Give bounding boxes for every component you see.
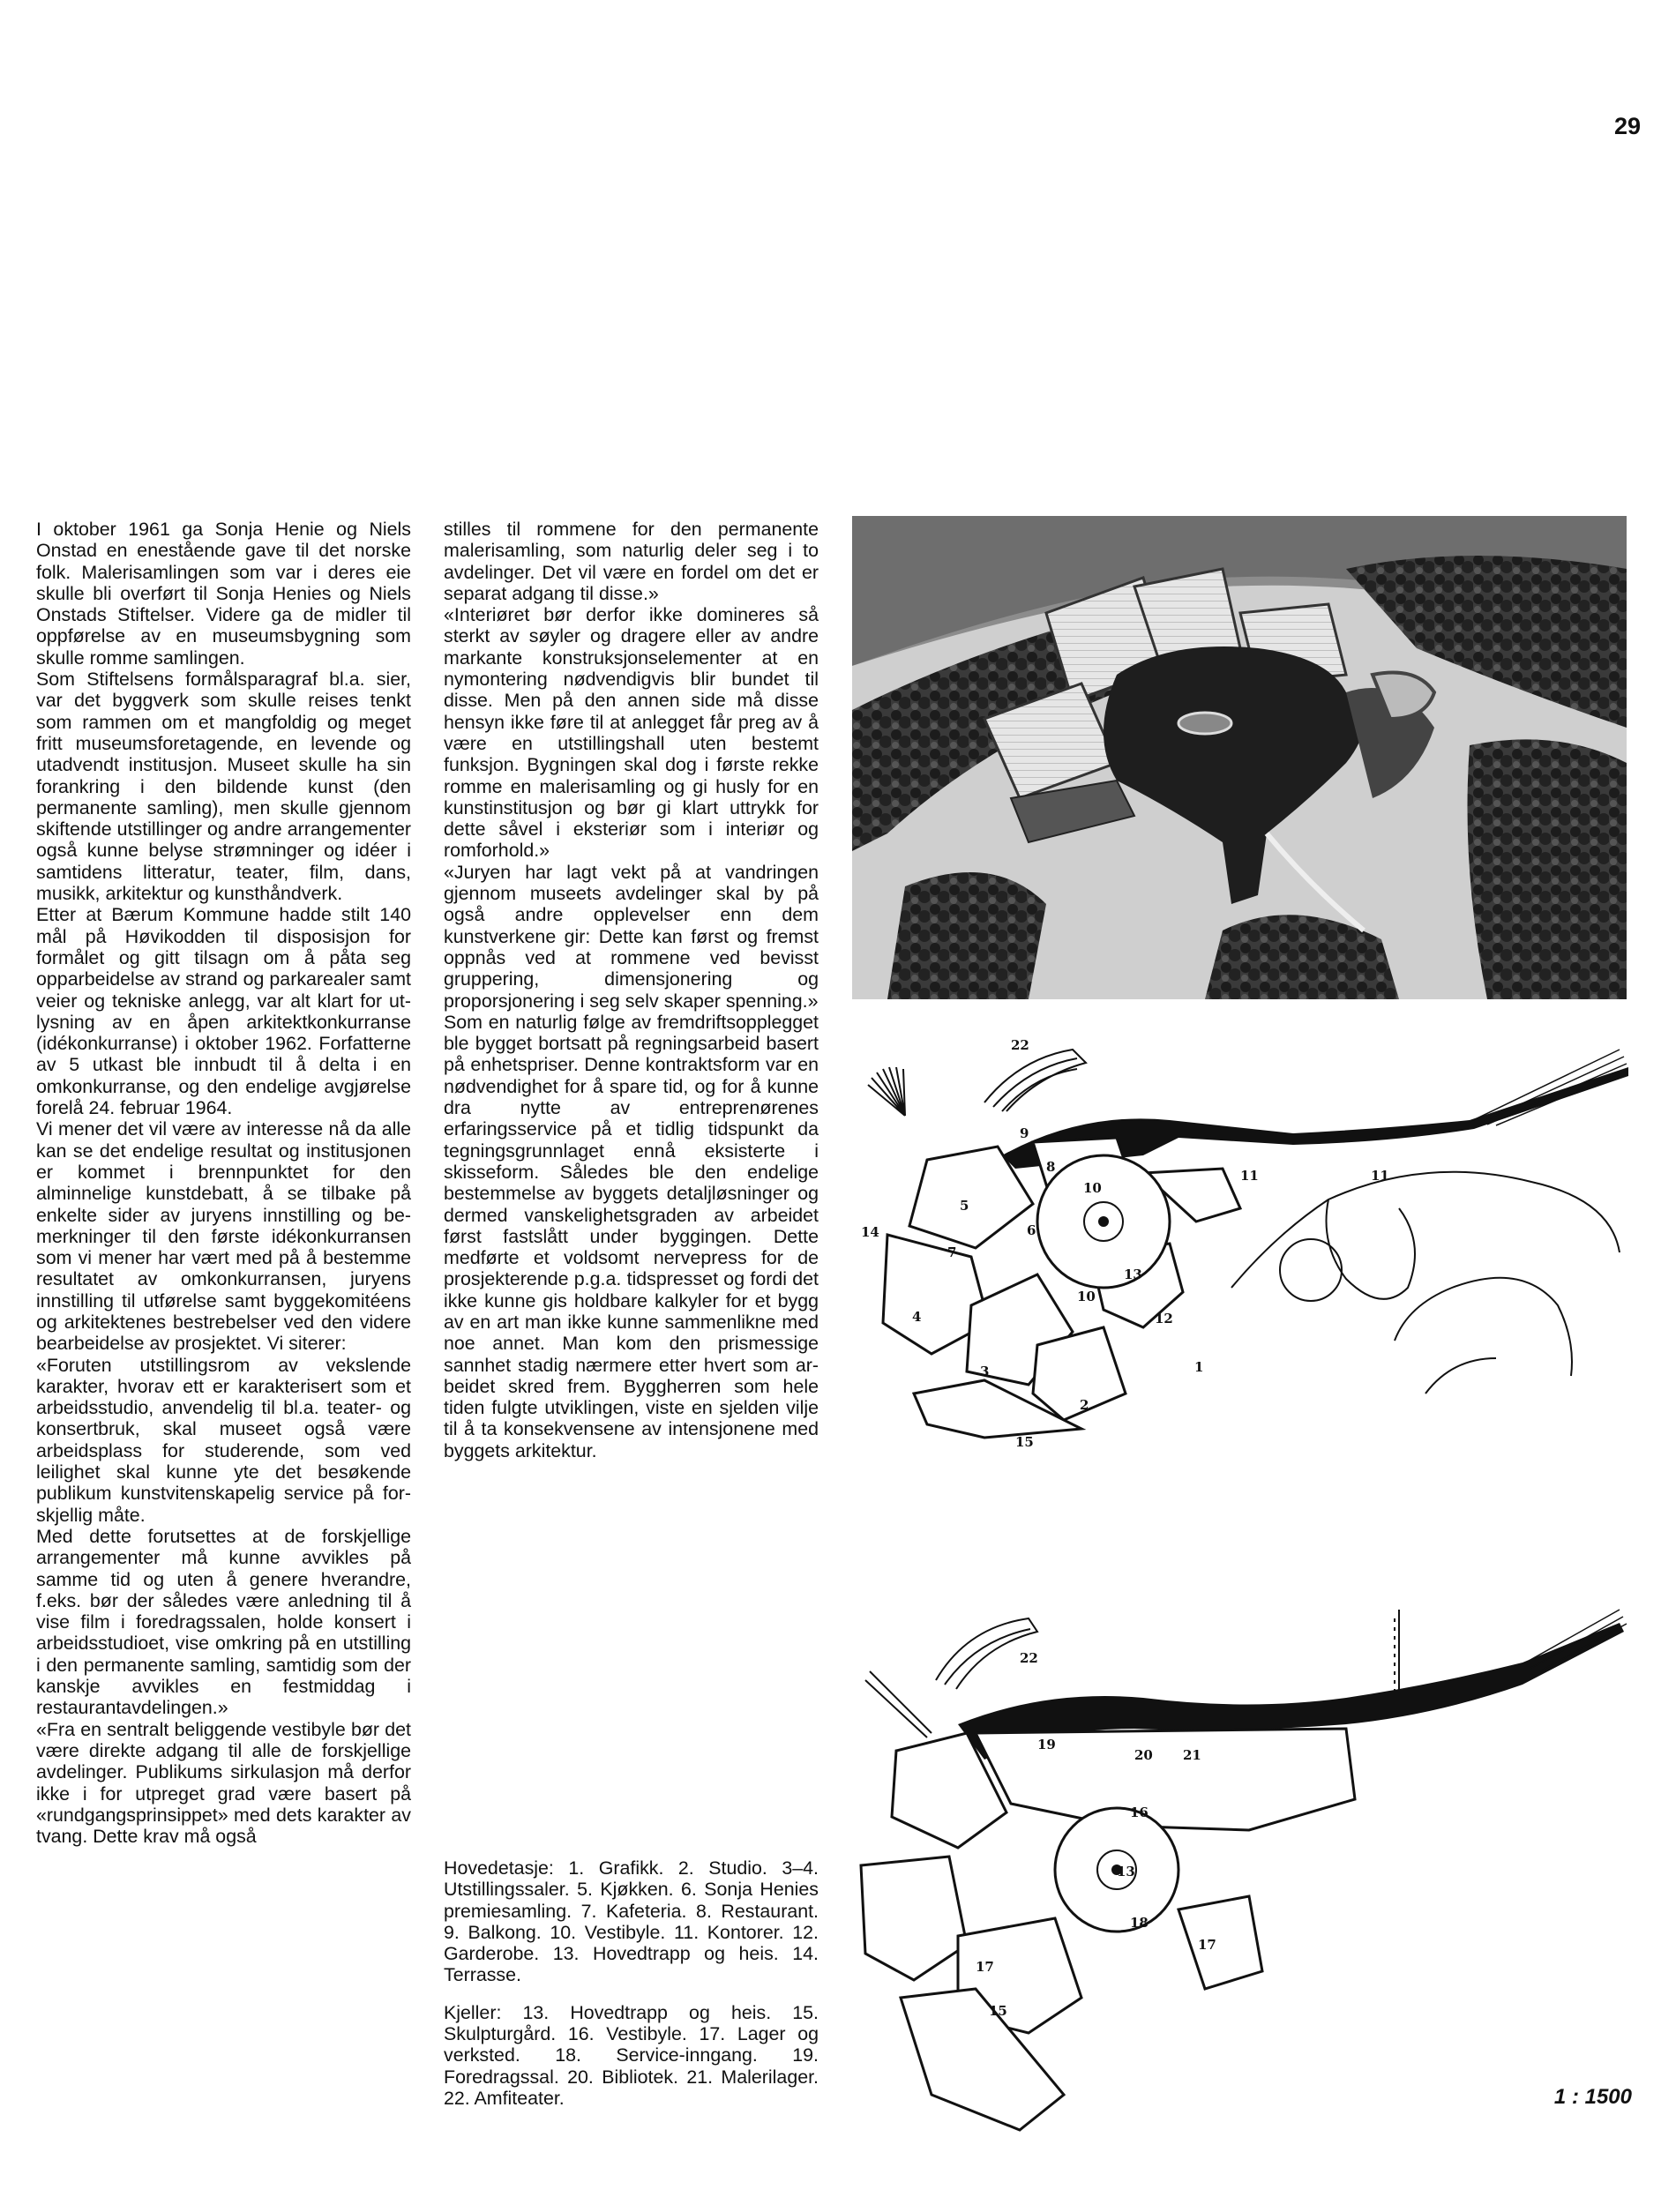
plan-label: 17 [976, 1959, 994, 1975]
plan-label: 10 [1083, 1180, 1102, 1196]
plan-label: 15 [989, 2003, 1007, 2019]
plan-label: 13 [1117, 1864, 1135, 1879]
paragraph: I oktober 1961 ga Sonja Henie og Niels Onstad en enestående gave til det norske folk. Malerisamlingen som var i deres eie skulle bli overført til Sonja Henies og Niels Onstads Stiftelser. Videre ga de midler til oppførelse av en museumsbygning som skulle romme samlingen. [36, 519, 411, 669]
plan-label: 8 [1046, 1159, 1056, 1175]
paragraph: Som en naturlig følge av fremdriftsopplegget ble bygget bortsatt på regningsarbeid basert på enhetspriser. Denne kontraktsform var en nødvendighet for å spare tid, og for å kunne dra nytte av entreprenørenes erfaringsservice på et tidlig tidspunkt da tegningsgrunnlaget ennå eksisterte i skisseform. Således ble den endelige bestemmelse av byggets detaljløsninger og dermed vanskelighetsgraden av arbeidet først fastslått under byggingen. Dette medførte et voldsomt nervepress for de prosjekterende p.g.a. tidspresset og fordi det ikke kunne gis holdbare kalkyler for et bygg av en art man ikke kunne sammenlikne med noe annet. Man kom den prismessige sannhet stadig nærmere etter hvert som arbeidet skred frem. Byggherren som hele tiden fulgte utviklingen, viste en sjelden vilje til å ta konsekvensene av intensjonene med byggets arkitektur. [444, 1011, 819, 1461]
floor-plan-cellar [852, 1601, 1628, 2139]
plan-label: 14 [861, 1224, 879, 1240]
page-number: 29 [1613, 113, 1641, 139]
plan-label: 17 [1198, 1937, 1216, 1953]
plan-label: 11 [1240, 1168, 1259, 1184]
paragraph: «Fra en sentralt beliggende vestibyle bør det være direkte adgang til alle de forskjellige avdelinger. Publikums sirkulasjon må derfor ikke i for utpreget grad være basert på «rundgangsprinsippet» med dets karakter av tvang. Dette krav må også [36, 1718, 411, 1848]
plan-label: 13 [1124, 1267, 1142, 1282]
caption-main-floor: Hovedetasje: 1. Grafikk. 2. Studio. 3–4. Utstillingssaler. 5. Kjøkken. 6. Sonja Henies premiesamling. 7. Kafeteria. 8. Restaurant. 9. Balkong. 10. Vestibyle. 11. Kontorer. 12. Garderobe. 13. Hovedtrapp og heis. 14. Terrasse. [444, 1857, 819, 1986]
plan-label: 12 [1155, 1311, 1173, 1326]
plan-label: 2 [1080, 1397, 1089, 1413]
aerial-photo [852, 516, 1627, 999]
plan-label: 5 [960, 1198, 969, 1214]
plan-label: 20 [1134, 1747, 1153, 1763]
paragraph: «Foruten utstillingsrom av vekslende karakter, hvorav ett er karakterisert som et arbeidsstudio, anvendelig til bl.a. teater- og konsertbruk, skal museet også være arbeidsplass for studerende, som ved leilighet skal kunne yte det besøkende publikum kunstvitenskapelig service på forskjellig måte. [36, 1354, 411, 1526]
plan-label: 3 [980, 1364, 990, 1379]
paragraph: Som Stiftelsens formålsparagraf bl.a. sier, var det byggverk som skulle reises tenkt som rammen om et mangfoldig og meget fritt museumsforetagende, en levende og utadvendt institusjon. Museet skulle ha sin forankring i den bildende kunst (den permanente samling), men skulle gjennom skiftende utstillinger og andre arrangementer også kunne belyse strømninger og idéer i samtidens litteratur, teater, film, dans, musikk, arkitektur og kunsthåndverk. [36, 669, 411, 905]
scale-label: 1 : 1500 [1553, 2085, 1632, 2109]
plan-captions [444, 1857, 819, 2109]
plan-label: 4 [912, 1309, 922, 1325]
paragraph: stilles til rommene for den permanente malerisamling, som naturlig deler seg i to avdelinger. Det vil være en fordel om det er separat adgang til disse.» [444, 519, 819, 604]
paragraph: Vi mener det vil være av interesse nå da alle kan se det endelige resultat og institusjonen er kommet i brennpunktet for den alminnelige kunstdebatt, å se tilbake på enkelte sider av juryens innstilling og bemerkninger til den første idékonkurransen som vi mener har vært med på å bestemme resultatet av omkonkurransen, juryens innstilling til utførelse samt byggekomitéens og arkitektenes bestrebelser ved den videre bearbeidelse av prosjektet. Vi siterer: [36, 1118, 411, 1355]
plan-label: 22 [1020, 1650, 1038, 1666]
text-column-2 [444, 519, 819, 1461]
caption-cellar: Kjeller: 13. Hovedtrapp og heis. 15. Skulpturgård. 16. Vestibyle. 17. Lager og verksted. 18. Service-inngang. 19. Foredragssal. 20. Bibliotek. 21. Malerilager. 22. Amfiteater. [444, 2001, 819, 2109]
paragraph: «Interiøret bør derfor ikke domineres så sterkt av søyler og dragere eller av andre markante konstruksjonselementer at en nymontering nødvendigvis blir bundet til disse. Men på den annen side må disse hensyn ikke føre til at anlegget får preg av å være en utstillingshall uten bestemt funksjon. Bygningen skal dog i første rekke romme en malerisamling og gi husly for en kunstinstitusjon og bør gi klart uttrykk for dette såvel i eksteriør som i interiør og romforhold.» [444, 604, 819, 862]
plan-label: 19 [1037, 1737, 1056, 1752]
plan-label: 9 [1020, 1125, 1029, 1141]
plan-label: 22 [1011, 1037, 1029, 1053]
floor-plan-main [852, 1023, 1628, 1450]
plan-label: 21 [1183, 1747, 1201, 1763]
plan-label: 18 [1130, 1915, 1149, 1931]
text-column-1 [36, 519, 411, 1847]
plan-label: 15 [1015, 1434, 1034, 1450]
plan-label: 11 [1371, 1168, 1389, 1184]
plan-label: 6 [1027, 1222, 1036, 1238]
paragraph: Etter at Bærum Kommune hadde stilt 140 mål på Høvikodden til disposisjon for formålet og gitt tilsagn om å påta seg opparbeidelse av strand og parkarealer samt veier og tekniske anlegg, var alt klart for utlysning av en åpen arkitektkonkurranse (idékonkurranse) i oktober 1962. Forfatterne av 5 utkast ble innbudt til å delta i en omkonkurranse, og den endelige avgjørelse forelå 24. februar 1964. [36, 904, 411, 1119]
paragraph: Med dette forutsettes at de forskjellige arrangementer må kunne avvikles på samme tid og uten å genere hverandre, f.eks. bør der således være anledning til å vise film i foredragssalen, holde konsert i arbeidsstudioet, vise omkring på en utstilling i den permanente samling, samtidig som der kanskje avvikles en festmiddag i restaurantavdelingen.» [36, 1525, 411, 1719]
plan-label: 7 [947, 1244, 957, 1260]
plan-label: 10 [1077, 1289, 1096, 1304]
plan-label: 16 [1130, 1805, 1149, 1820]
paragraph: «Juryen har lagt vekt på at vandringen gjennom museets avdelinger skal by på også andre opplevelser enn dem kunstverkene gir: Dette kan først og fremst oppnås ved at rommene ved bevisst gruppering, dimensjonering og proporsjonering i seg selv skaper spenning.» [444, 861, 819, 1012]
plan-label: 1 [1194, 1359, 1204, 1375]
